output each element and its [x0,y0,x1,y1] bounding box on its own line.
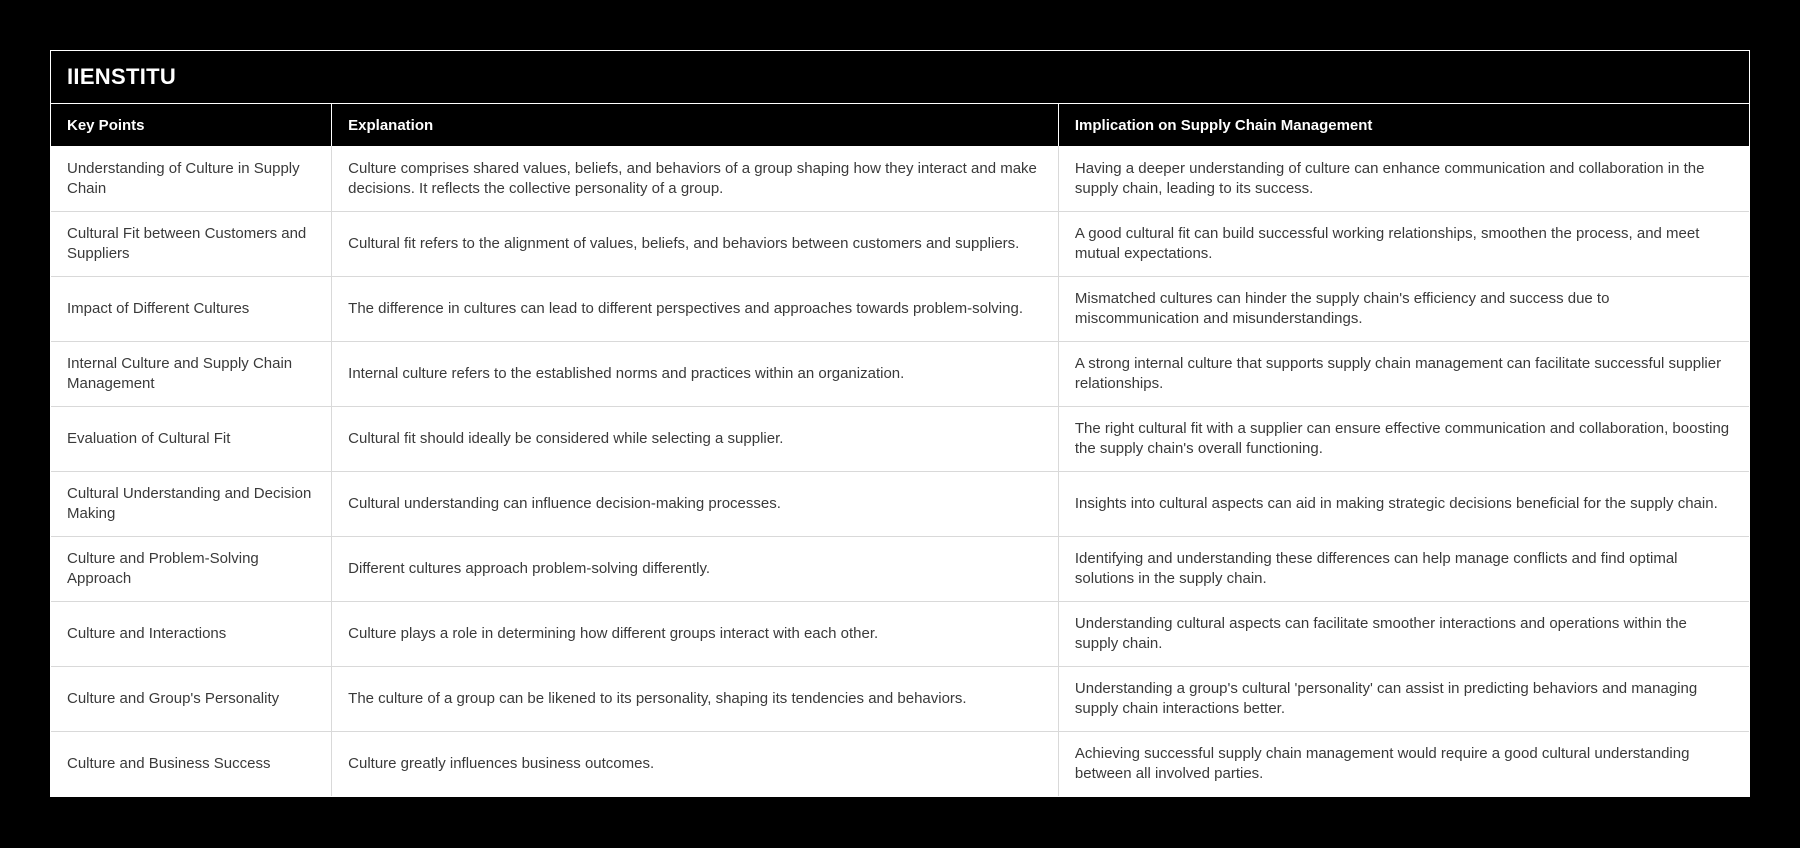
cell-key-point: Culture and Group's Personality [67,690,280,708]
cell-implication: A strong internal culture that supports supply chain management can facilitate successful supplier relationships. [1058,342,1749,406]
table-row [51,536,1749,601]
cell-implication: Having a deeper understanding of culture can enhance communication and collaboration in the supply chain, leading to its success. [1058,146,1749,211]
cell-implication: Mismatched cultures can hinder the supply chain's efficiency and success due to miscommunication and misunderstandings. [1058,277,1749,341]
cell-explanation: Culture comprises shared values, beliefs, and behaviors of a group shaping how they interact and make decisions. It reflects the collective personality of a group. [331,146,1058,211]
cell-key-point: Impact of Different Cultures [67,300,250,318]
cell-implication: Understanding a group's cultural 'personality' can assist in predicting behaviors and managing supply chain interactions better. [1058,667,1749,731]
cell-key-point: Cultural Fit between Customers and Suppliers [67,225,307,262]
cell-implication: Understanding cultural aspects can facilitate smoother interactions and operations within the supply chain. [1058,602,1749,666]
table-row [51,146,1749,211]
cell-explanation: Cultural fit should ideally be considered while selecting a supplier. [331,407,1058,471]
cell-explanation: Different cultures approach problem-solving differently. [331,537,1058,601]
table-row [51,276,1749,341]
cell-explanation: Culture greatly influences business outcomes. [331,732,1058,796]
cell-key-point: Culture and Business Success [67,755,271,773]
table-row [51,406,1749,471]
cell-key-point: Understanding of Culture in Supply Chain [67,159,300,197]
table-row [51,601,1749,666]
table-row [51,731,1749,796]
table-body [51,146,1749,796]
cell-explanation: Cultural fit refers to the alignment of values, beliefs, and behaviors between customers and suppliers. [331,212,1058,276]
column-header-explanation: Explanation [331,104,1058,146]
table-title: IIENSTITU [51,51,1749,104]
cell-implication: Achieving successful supply chain management would require a good cultural understanding between all involved parties. [1058,732,1749,796]
cell-explanation: Internal culture refers to the established norms and practices within an organization. [331,342,1058,406]
cell-implication: A good cultural fit can build successful working relationships, smoothen the process, and meet mutual expectations. [1058,212,1749,276]
cell-implication: The right cultural fit with a supplier can ensure effective communication and collaboration, boosting the supply chain's overall functioning. [1058,407,1749,471]
column-header-key-points: Key Points [67,116,145,134]
table-header-row [51,104,1749,146]
cell-implication: Identifying and understanding these differences can help manage conflicts and find optimal solutions in the supply chain. [1058,537,1749,601]
cell-key-point: Evaluation of Cultural Fit [67,430,231,448]
table-row [51,471,1749,536]
cell-key-point: Culture and Interactions [67,625,227,643]
table-row [51,666,1749,731]
cell-key-point: Cultural Understanding and Decision Making [67,485,312,522]
culture-table-card [50,50,1750,797]
column-header-implication: Implication on Supply Chain Management [1058,104,1749,146]
cell-implication: Insights into cultural aspects can aid in making strategic decisions beneficial for the supply chain. [1058,472,1749,536]
cell-explanation: Culture plays a role in determining how different groups interact with each other. [331,602,1058,666]
cell-key-point: Culture and Problem-Solving Approach [67,550,259,587]
table-row [51,211,1749,276]
cell-explanation: The culture of a group can be likened to its personality, shaping its tendencies and behaviors. [331,667,1058,731]
cell-explanation: Cultural understanding can influence decision-making processes. [331,472,1058,536]
table-row [51,341,1749,406]
cell-key-point: Internal Culture and Supply Chain Management [67,355,293,392]
cell-explanation: The difference in cultures can lead to different perspectives and approaches towards problem-solving. [331,277,1058,341]
